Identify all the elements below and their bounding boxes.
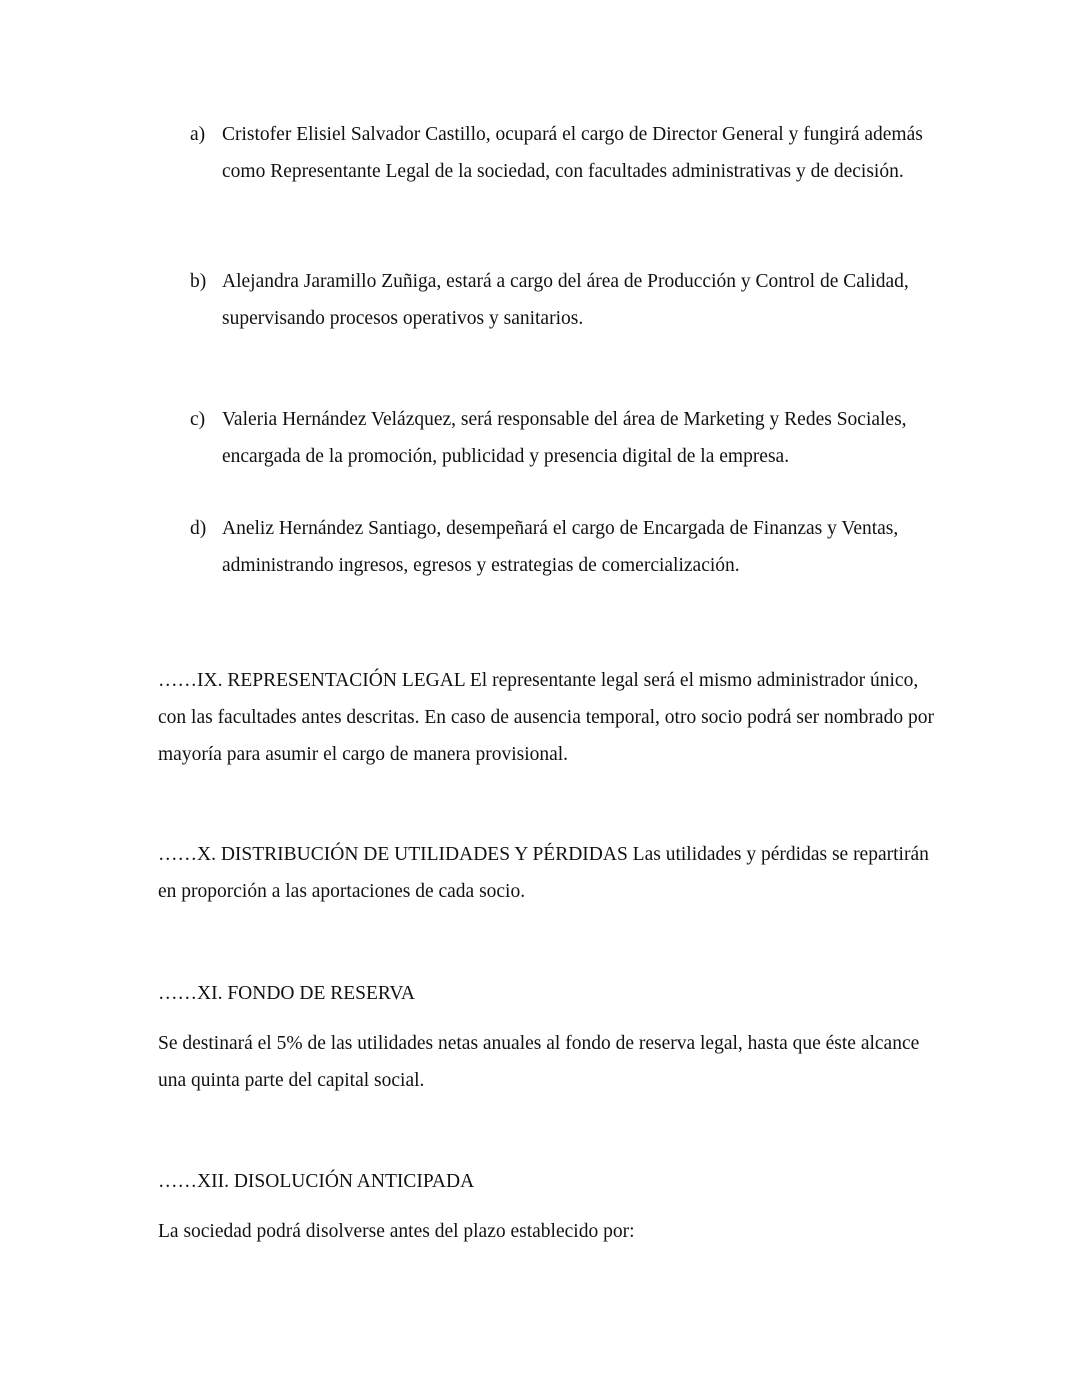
list-item-text: Valeria Hernández Velázquez, será responsable del área de Marketing y Redes Sociales, encargada de la promoción, publicidad y presencia digital de la empresa. [222,409,907,467]
section-ix-representacion-legal: ……IX. REPRESENTACIÓN LEGAL El representante legal será el mismo administrador único, con las facultades antes descritas. En caso de ausencia temporal, otro socio podrá ser nombrado por mayoría para asumir el cargo de manera provisional. [158,670,934,765]
list-item-d [190,510,970,584]
list-item-text: Cristofer Elisiel Salvador Castillo, ocupará el cargo de Director General y fungirá además como Representante Legal de la sociedad, con facultades administrativas y de decisión. [222,124,923,182]
list-marker: b) [190,271,207,292]
list-item-a [190,116,970,190]
section-x-distribucion-utilidades: ……X. DISTRIBUCIÓN DE UTILIDADES Y PÉRDIDAS Las utilidades y pérdidas se repartirán en proporción a las aportaciones de cada socio. [158,844,929,902]
list-marker: a) [190,124,206,145]
list-item-b [190,263,970,337]
list-marker: c) [190,409,206,430]
list-marker: d) [190,518,207,539]
list-item-text: Alejandra Jaramillo Zuñiga, estará a cargo del área de Producción y Control de Calidad, supervisando procesos operativos y sanitarios. [222,271,909,329]
list-item-c [190,401,970,475]
section-xi-heading: ……XI. FONDO DE RESERVA [158,983,416,1004]
section-xi-body: Se destinará el 5% de las utilidades netas anuales al fondo de reserva legal, hasta que éste alcance una quinta parte del capital social. [158,1033,920,1091]
list-item-text: Aneliz Hernández Santiago, desempeñará el cargo de Encargada de Finanzas y Ventas, administrando ingresos, egresos y estrategias de comercialización. [222,518,899,576]
section-xii-heading: ……XII. DISOLUCIÓN ANTICIPADA [158,1171,475,1192]
section-xii-body: La sociedad podrá disolverse antes del plazo establecido por: [158,1221,635,1242]
